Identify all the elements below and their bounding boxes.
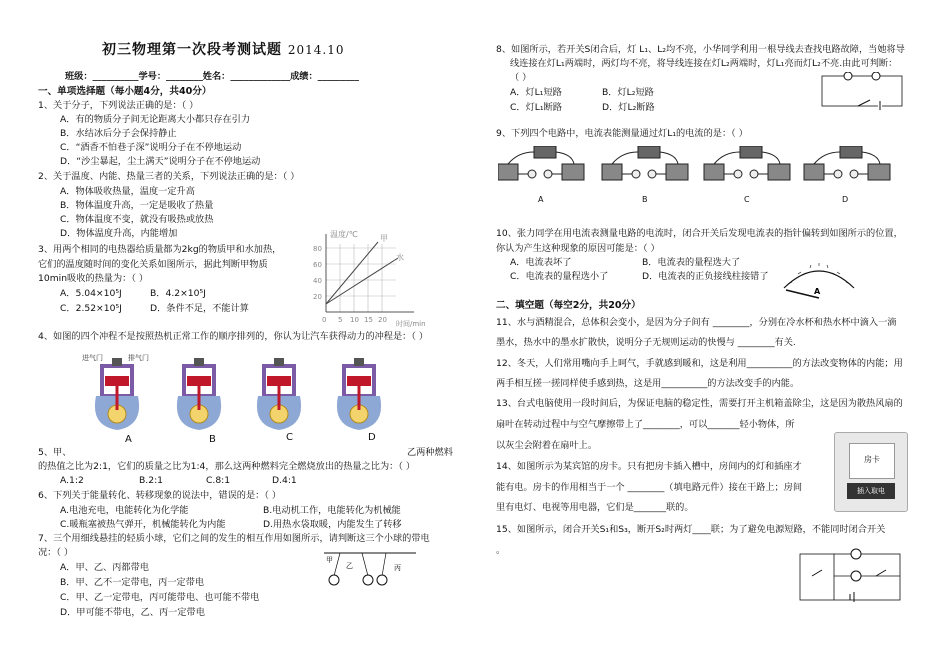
- exam-title: 初三物理第一次段考测试题 2014.10: [102, 42, 345, 58]
- q11-line-1: 11、水与酒精混合，总体积会变小，是因为分子间有 ________，分别在冷水杯和热水杯中滴入一滴: [496, 317, 897, 328]
- x-tick: 5: [338, 316, 343, 324]
- series-b-label: 水: [396, 253, 404, 262]
- q10-option-d: D．电流表的正负接线柱接错了: [642, 271, 769, 282]
- q1-option-a: A．有的物质分子间无论距离大小都只存在引力: [60, 114, 251, 125]
- series-b-line: [326, 258, 398, 304]
- q2-option-c: C．物体温度不变，就没有吸热或放热: [60, 214, 214, 225]
- q3-option-d: D．条件不足，不能计算: [150, 303, 249, 314]
- q6-option-b: B.电动机工作，电能转化为机械能: [263, 505, 401, 516]
- q7-option-c: C．甲、乙一定带电，丙可能带电、也可能不带电: [60, 592, 260, 603]
- q9-label-d: D: [842, 195, 849, 204]
- q2-option-a: A．物体吸收热量，温度一定升高: [60, 186, 195, 197]
- q11-line-2: 墨水，热水中的墨水扩散快，说明分子无规则运动的快慢与 ________有关.: [496, 337, 796, 348]
- q8-option-c: C．灯L₁断路: [510, 102, 562, 113]
- q3-stem-2: 它们的温度随时间的变化关系如图所示，据此判断甲物质: [38, 259, 268, 270]
- q10-stem-2: 你认为产生这种现象的原因可能是：（ ）: [496, 243, 660, 254]
- q14-line-1: 14、如图所示为某宾馆的房卡。只有把房卡插入槽中，房间内的灯和插座才: [496, 461, 802, 472]
- y-tick: 40: [313, 277, 322, 285]
- q12-line-2: 两手相互搓一搓同样使手感到热，这是用__________的方法改变手的内能。: [496, 378, 800, 389]
- student-info-line: 班级：__________学号：________姓名：_____________成绩：_________: [65, 71, 359, 82]
- q10-option-b: B．电流表的量程选大了: [642, 257, 741, 268]
- q1-option-b: B．水结冰后分子会保持静止: [60, 128, 177, 139]
- q14-line-3: 里有电灯、电视等用电器，它们是_______联的。: [496, 502, 694, 513]
- engine-label-c: C: [286, 432, 293, 443]
- ball-label-yi: 乙: [346, 562, 353, 570]
- q3-stem-1: 3、用两个相同的电热器给质量都为2kg的物质甲和水加热，: [38, 244, 282, 255]
- y-axis-label: 温度/℃: [330, 230, 358, 239]
- y-tick: 20: [313, 293, 322, 301]
- card-slot-label: 插入取电: [847, 483, 895, 499]
- q7-option-a: A．甲、乙、丙都带电: [60, 562, 149, 573]
- q8-stem-2: 线连接在灯L₁两端时，两灯均不亮，将导线连接在灯L₂两端时，灯L₁亮而灯L₂不亮.由此可判断：: [510, 58, 898, 69]
- q12-line-1: 12、冬天，人们常用嘴向手上呵气，手就感到暖和，这是利用__________的方法改变物体的内能；用: [496, 358, 903, 369]
- x-axis-label: 时间/min: [396, 320, 426, 328]
- q6-option-d: D.用热水袋取暖，内能发生了转移: [263, 519, 402, 530]
- q14-line-2: 能有电。房卡的作用相当于一个 ________（填电路元件）接在干路上；房间: [496, 482, 803, 493]
- q13-line-3: 以灰尘会附着在扇叶上。: [496, 440, 598, 451]
- q7-stem-1: 7、三个用细线悬挂的轻质小球，它们之间的发生的相互作用如图所示，请判断这三个小球的带电: [38, 533, 430, 544]
- room-card-image: [834, 432, 908, 512]
- series-a-label: 甲: [380, 234, 388, 243]
- q1-option-c: C．“酒香不怕巷子深”说明分子在不停地运动: [60, 142, 242, 153]
- q3-option-a: A．5.04×10⁵J: [60, 288, 122, 299]
- q2-stem: 2、关于温度、内能、热量三者的关系，下列说法正确的是：（ ）: [38, 171, 300, 182]
- q7-stem-2: 况：（ ）: [38, 547, 74, 558]
- q3-option-b: B．4.2×10⁵J: [150, 288, 206, 299]
- q9-stem: 9、下列四个电路中，电流表能测量通过灯L₁的电流的是：（ ）: [496, 128, 748, 139]
- x-tick: 10: [350, 316, 359, 324]
- x-tick: 15: [364, 316, 373, 324]
- q8-option-d: D．灯L₂断路: [602, 102, 655, 113]
- q15-line-2: 。: [496, 545, 506, 556]
- q9-circuit-figures: [498, 146, 910, 206]
- y-tick: 60: [313, 261, 322, 269]
- q15-circuit: [794, 544, 906, 606]
- q7-option-d: D．甲可能不带电，乙、丙一定带电: [60, 607, 205, 618]
- q9-label-a: A: [538, 195, 544, 204]
- q5-option-b: B.2:1: [139, 475, 164, 486]
- engine-label-a: A: [125, 434, 132, 445]
- section-2-heading: 二、填空题（每空2分，共20分）: [496, 300, 641, 311]
- q8-circuit: [818, 72, 908, 110]
- charged-balls-figure: [320, 550, 420, 590]
- q8-stem-1: 8、如图所示，若开关S闭合后，灯 L₁、L₂均不亮，小华同学利用一根导线去查找电路故障，当她将导: [496, 44, 905, 55]
- q10-option-c: C．电流表的量程选小了: [510, 271, 609, 282]
- q1-stem: 1、关于分子，下列说法正确的是：（ ）: [38, 100, 199, 111]
- q13-line-1: 13、台式电脑使用一段时间后，为保证电脑的稳定性，需要打开主机箱盖除尘，这是因为散热风扇的: [496, 398, 903, 409]
- q5-option-a: A.1:2: [60, 475, 84, 486]
- q10-stem-1: 10、张力同学在用电流表测量电路的电流时，闭合开关后发现电流表的指针偏转到如图所示的位置，: [496, 228, 903, 239]
- q1-option-d: D．“沙尘暴起，尘土满天”说明分子在不停地运动: [60, 156, 261, 167]
- engine-stroke-figures: [82, 350, 398, 442]
- q9-label-c: C: [744, 195, 750, 204]
- y-tick: 80: [313, 245, 322, 253]
- q6-stem: 6、下列关于能量转化、转移现象的说法中，错误的是：（ ）: [38, 490, 282, 501]
- q8-option-a: A．灯L₁短路: [510, 87, 562, 98]
- engine-label-d: D: [368, 432, 376, 443]
- q10-option-a: A．电流表坏了: [510, 257, 572, 268]
- temperature-time-graph: [296, 228, 446, 330]
- x-tick: 0: [322, 316, 327, 324]
- q8-option-b: B．灯L₂短路: [602, 87, 654, 98]
- ammeter-dial: [778, 258, 860, 302]
- q3-option-c: C．2.52×10⁵J: [60, 303, 122, 314]
- series-a-line: [326, 242, 378, 304]
- q5-option-d: D.4:1: [272, 475, 297, 486]
- q8-stem-3: （ ）: [510, 72, 532, 83]
- q2-option-b: B．物体温度升高，一定是吸收了热量: [60, 200, 214, 211]
- q5-stem-start: 5、甲、: [38, 447, 72, 458]
- ammeter-unit-label: A: [814, 287, 821, 296]
- outlet-valve-label: 排气门: [128, 354, 149, 362]
- ball-label-jia: 甲: [326, 556, 333, 564]
- q13-line-2: 扇叶在转动过程中与空气摩擦带上了________，可以_______轻小物体，所: [496, 419, 795, 430]
- section-1-heading: 一、单项选择题（每小题4分，共40分）: [38, 86, 212, 97]
- q6-option-a: A.电池充电，电能转化为化学能: [60, 505, 189, 516]
- q15-line-1: 15、如图所示，闭合开关S₁和S₃，断开S₂时两灯____联；为了避免电源短路，不能同时闭合开关: [496, 524, 886, 535]
- engine-label-b: B: [209, 434, 216, 445]
- ball-label-bing: 丙: [394, 564, 401, 572]
- q7-option-b: B．甲、乙不一定带电，丙一定带电: [60, 577, 205, 588]
- q5-stem-2: 的热值之比为2:1，它们的质量之比为1:4，那么这两种燃料完全燃烧放出的热量之比为：（ ）: [38, 461, 416, 472]
- room-card: 房卡: [849, 443, 895, 479]
- q2-option-d: D．物体温度升高，内能增加: [60, 228, 178, 239]
- q5-stem-end: 乙两种燃料: [407, 447, 453, 458]
- inlet-valve-label: 进气门: [82, 354, 103, 362]
- x-tick: 20: [378, 316, 387, 324]
- q5-option-c: C.8:1: [206, 475, 231, 486]
- q4-stem: 4、如图的四个冲程不是按照热机正常工作的顺序排列的，你认为让汽车获得动力的冲程是：（ ）: [38, 331, 429, 342]
- q6-option-c: C.暖瓶塞被热气弹开，机械能转化为内能: [60, 519, 226, 530]
- q3-stem-3: 10min吸收的热量为：（ ）: [38, 273, 149, 284]
- q9-label-b: B: [642, 195, 648, 204]
